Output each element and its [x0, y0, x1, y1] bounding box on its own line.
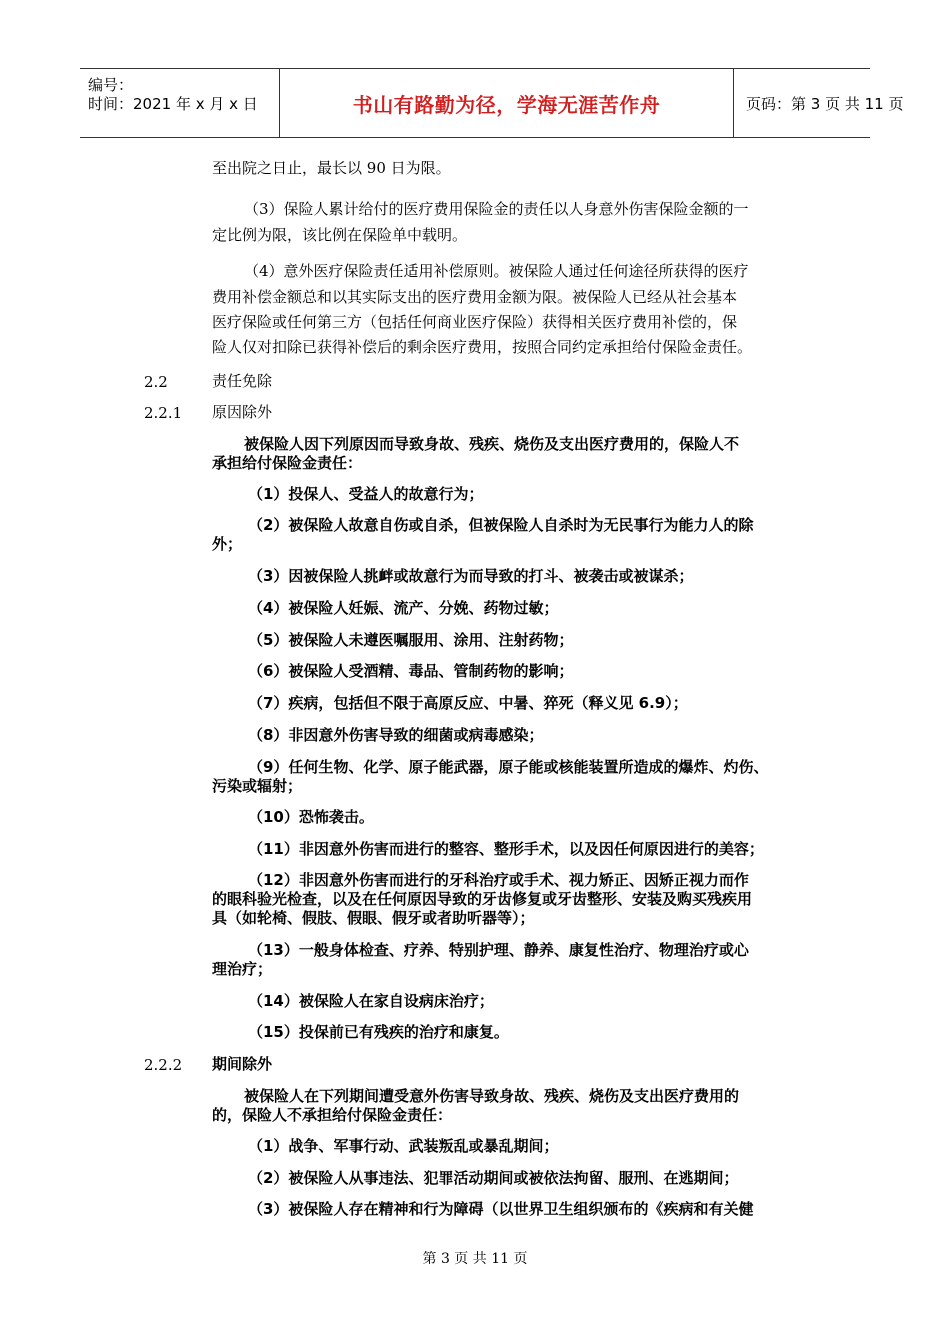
list-item: （10）恐怖袭击。	[248, 808, 374, 826]
list-item: （9）任何生物、化学、原子能武器，原子能或核能装置所造成的爆炸、灼伤、	[248, 758, 769, 776]
list-item: （6）被保险人受酒精、毒品、管制药物的影响；	[248, 662, 574, 680]
paragraph-line: 定比例为限，该比例在保险单中载明。	[212, 226, 468, 244]
list-item: （15）投保前已有残疾的治疗和康复。	[248, 1023, 509, 1041]
list-item: 理治疗；	[212, 960, 273, 978]
list-item: （14）被保险人在家自设病床治疗；	[248, 992, 494, 1010]
list-item: （4）被保险人妊娠、流产、分娩、药物过敏；	[248, 599, 559, 617]
list-item: （12）非因意外伤害而进行的牙科治疗或手术、视力矫正、因矫正视力而作	[248, 871, 749, 889]
paragraph-line: 承担给付保险金责任：	[212, 454, 363, 472]
list-item: （1）战争、军事行动、武装叛乱或暴乱期间；	[248, 1137, 559, 1155]
paragraph-line: 的，保险人不承担给付保险金责任：	[212, 1106, 453, 1124]
list-item: 外；	[212, 535, 243, 553]
list-item: 的眼科验光检查，以及在任何原因导致的牙齿修复或牙齿整形、安装及购买残疾用	[212, 890, 753, 908]
section-title: 期间除外	[212, 1055, 273, 1073]
list-item: 污染或辐射；	[212, 777, 303, 795]
page-footer: 第 3 页 共 11 页	[422, 1251, 528, 1267]
paragraph-line: 医疗保险或任何第三方（包括任何商业医疗保险）获得相关医疗费用补偿的，保	[212, 313, 738, 331]
header-page-number: 页码：第 3 页 共 11 页	[746, 94, 904, 113]
paragraph-line: （4）意外医疗保险责任适用补偿原则。被保险人通过任何途径所获得的医疗	[244, 262, 749, 280]
list-item: （3）因被保险人挑衅或故意行为而导致的打斗、被袭击或被谋杀；	[248, 567, 694, 585]
list-item: （3）被保险人存在精神和行为障碍（以世界卫生组织颁布的《疾病和有关健	[248, 1200, 754, 1218]
document-date: 时间：2021 年 x 月 x 日	[88, 95, 258, 113]
header-meta	[80, 69, 279, 137]
list-item: 具（如轮椅、假肢、假眼、假牙或者助听器等）；	[212, 909, 535, 927]
document-number-label: 编号：	[88, 76, 134, 94]
paragraph-line: 被保险人因下列原因而导致身故、残疾、烧伤及支出医疗费用的，保险人不	[244, 435, 740, 453]
list-item: （2）被保险人故意自伤或自杀，但被保险人自杀时为无民事行为能力人的除	[248, 516, 754, 534]
page-header	[80, 68, 904, 138]
list-item: （11）非因意外伤害而进行的整容、整形手术，以及因任何原因进行的美容；	[248, 840, 764, 858]
list-item: （7）疾病，包括但不限于高原反应、中暑、猝死（释义见 6.9）；	[248, 694, 688, 712]
section-number: 2.2.2	[144, 1056, 183, 1074]
paragraph-line: 费用补偿金额总和以其实际支出的医疗费用金额为限。被保险人已经从社会基本	[212, 288, 738, 306]
list-item: （13）一般身体检查、疗养、特别护理、静养、康复性治疗、物理治疗或心	[248, 941, 749, 959]
list-item: （1）投保人、受益人的故意行为；	[248, 485, 484, 503]
list-item: （8）非因意外伤害导致的细菌或病毒感染；	[248, 726, 544, 744]
paragraph-line: 至出院之日止，最长以 90 日为限。	[212, 159, 451, 177]
section-title: 原因除外	[212, 403, 273, 421]
paragraph-line: 险人仅对扣除已获得补偿后的剩余医疗费用，按照合同约定承担给付保险金责任。	[212, 338, 753, 356]
section-number: 2.2	[144, 373, 168, 391]
section-number: 2.2.1	[144, 404, 183, 422]
list-item: （2）被保险人从事违法、犯罪活动期间或被依法拘留、服刑、在逃期间；	[248, 1169, 739, 1187]
section-title: 责任免除	[212, 372, 273, 390]
header-motto: 书山有路勤为径，学海无涯苦作舟	[352, 92, 661, 117]
paragraph-line: （3）保险人累计给付的医疗费用保险金的责任以人身意外伤害保险金额的一	[244, 200, 749, 218]
paragraph-line: 被保险人在下列期间遭受意外伤害导致身故、残疾、烧伤及支出医疗费用的	[244, 1087, 740, 1105]
header-motto-cell	[279, 69, 734, 137]
list-item: （5）被保险人未遵医嘱服用、涂用、注射药物；	[248, 631, 574, 649]
